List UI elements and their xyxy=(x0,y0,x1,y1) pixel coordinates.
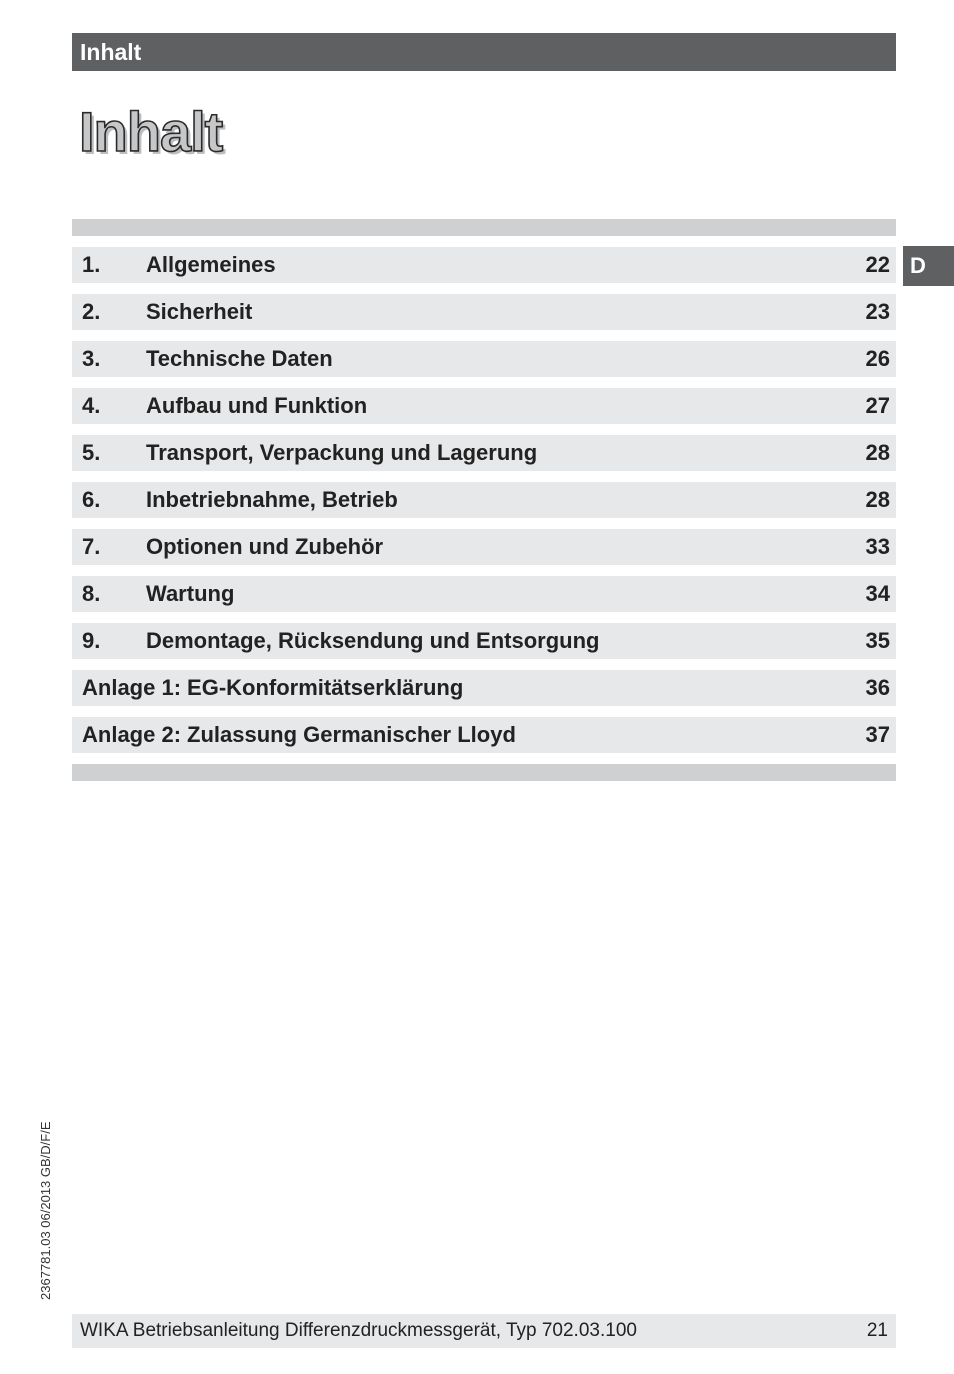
toc-row-4[interactable] xyxy=(72,388,896,424)
footer-page-number: 21 xyxy=(866,1320,888,1341)
toc-row-5[interactable] xyxy=(72,435,896,471)
toc-title: Optionen und Zubehör xyxy=(146,534,384,559)
toc-number: Anlage 2: xyxy=(82,722,182,747)
table-of-contents xyxy=(72,247,896,764)
toc-number: 3. xyxy=(82,346,101,371)
toc-page-number: 28 xyxy=(865,487,890,512)
toc-title: Aufbau und Funktion xyxy=(146,393,368,418)
toc-number: 1. xyxy=(82,252,101,277)
toc-number: 2. xyxy=(82,299,101,324)
toc-number: Anlage 1: xyxy=(82,675,182,700)
toc-row-6[interactable] xyxy=(72,482,896,518)
page-title: Inhalt xyxy=(79,100,223,163)
toc-row-2[interactable] xyxy=(72,294,896,330)
toc-title: EG-Konformitätserklärung xyxy=(187,675,464,700)
toc-row-3[interactable] xyxy=(72,341,896,377)
toc-page-number: 27 xyxy=(865,393,890,418)
toc-title: Demontage, Rücksendung und Entsorgung xyxy=(146,628,600,653)
toc-row-8[interactable] xyxy=(72,576,896,612)
toc-page-number: 26 xyxy=(865,346,890,371)
toc-number: 6. xyxy=(82,487,101,512)
toc-row-anlage-2[interactable] xyxy=(72,717,896,753)
toc-title: Wartung xyxy=(146,581,235,606)
footer-text: WIKA Betriebsanleitung Differenzdruckmessgerät, Typ 702.03.100 xyxy=(80,1320,637,1341)
toc-page-number: 23 xyxy=(865,299,890,324)
toc-title: Technische Daten xyxy=(146,346,333,371)
toc-row-anlage-1[interactable] xyxy=(72,670,896,706)
toc-title: Zulassung Germanischer Lloyd xyxy=(187,722,516,747)
toc-page-number: 35 xyxy=(865,628,890,653)
footer-bar xyxy=(72,1314,896,1348)
document-code: 2367781.03 06/2013 GB/D/F/E xyxy=(38,1121,53,1300)
toc-page-number: 34 xyxy=(865,581,890,606)
toc-page-number: 33 xyxy=(865,534,890,559)
toc-number: 9. xyxy=(82,628,101,653)
toc-number: 5. xyxy=(82,440,101,465)
toc-page-number: 36 xyxy=(865,675,890,700)
toc-row-7[interactable] xyxy=(72,529,896,565)
toc-number: 7. xyxy=(82,534,101,559)
toc-row-1[interactable] xyxy=(72,247,896,283)
toc-number: 8. xyxy=(82,581,101,606)
header-bar xyxy=(72,33,896,71)
toc-row-9[interactable] xyxy=(72,623,896,659)
header-title: Inhalt xyxy=(80,38,142,65)
toc-number: 4. xyxy=(82,393,101,418)
toc-top-rule xyxy=(72,219,896,236)
language-tab[interactable]: D xyxy=(903,246,954,286)
toc-title: Sicherheit xyxy=(146,299,253,324)
toc-title: Allgemeines xyxy=(146,252,276,277)
toc-title: Inbetriebnahme, Betrieb xyxy=(146,487,398,512)
toc-title: Transport, Verpackung und Lagerung xyxy=(146,440,538,465)
toc-page-number: 22 xyxy=(865,252,890,277)
toc-page-number: 37 xyxy=(865,722,890,747)
toc-page-number: 28 xyxy=(865,440,890,465)
toc-bottom-rule xyxy=(72,764,896,781)
